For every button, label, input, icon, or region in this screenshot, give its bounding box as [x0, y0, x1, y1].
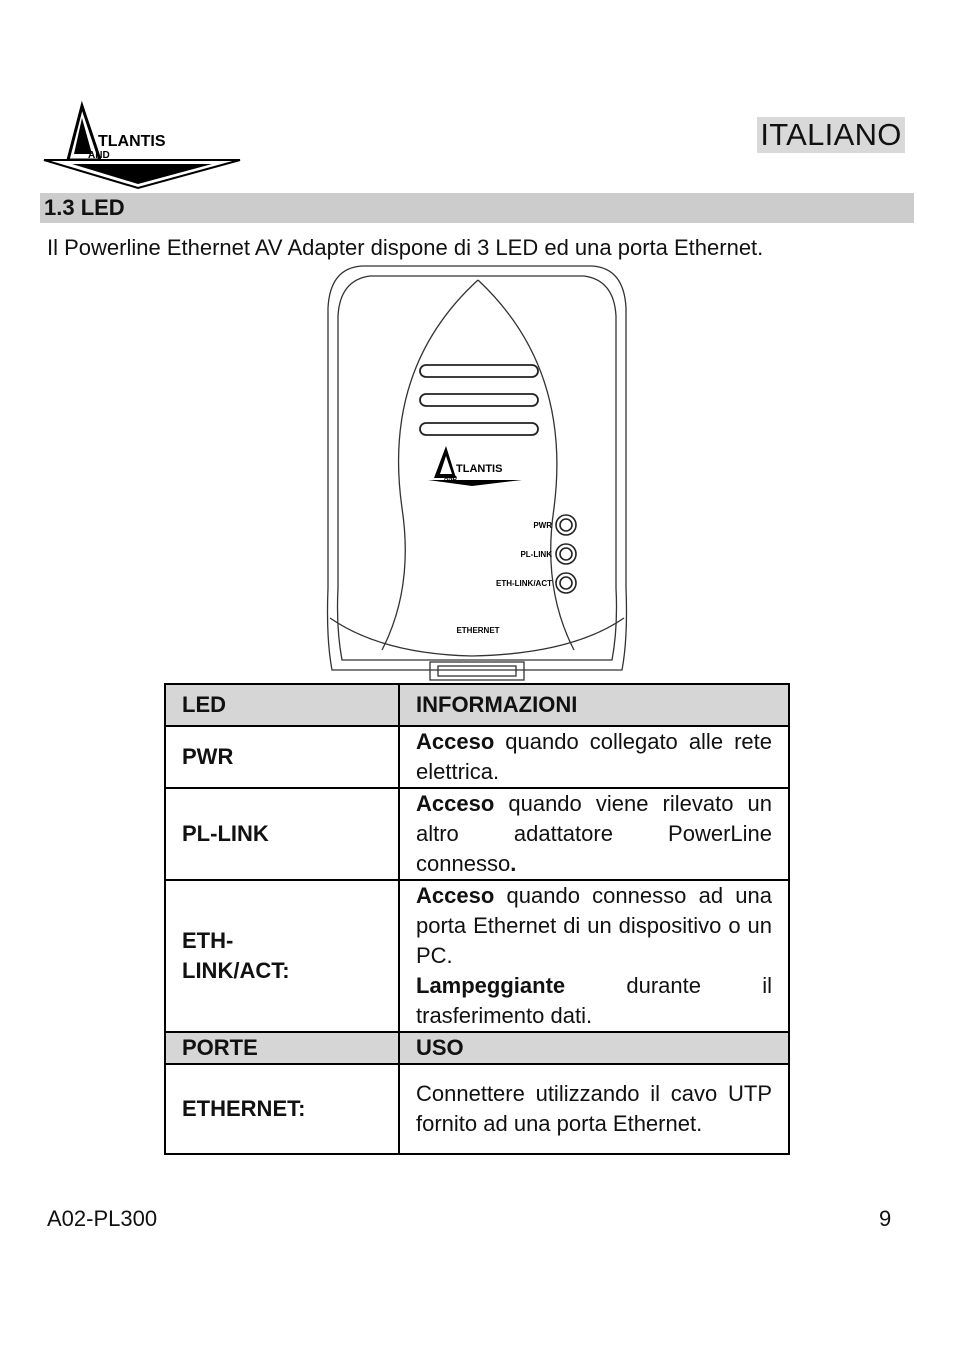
led-name-cell: PL-LINK — [165, 788, 399, 880]
device-port-label: ETHERNET — [456, 626, 500, 635]
led-info-table — [164, 683, 790, 1155]
table-row — [165, 880, 789, 1032]
table-row — [165, 1064, 789, 1154]
header-cell-porte: PORTE — [165, 1032, 399, 1064]
logo-text-bottom: AND — [88, 150, 110, 161]
led-description-cell — [399, 726, 789, 788]
page-number: 9 — [879, 1206, 892, 1231]
table-row — [165, 726, 789, 788]
led-description-cell — [399, 880, 789, 1032]
status-bold: Acceso — [416, 883, 495, 908]
header-cell-led: LED — [165, 684, 399, 726]
device-brand-top: TLANTIS — [456, 463, 503, 475]
description-text: quando connesso ad una porta Ethernet di un dispositivo o un PC. — [416, 883, 772, 968]
table-row — [165, 788, 789, 880]
led-name-line-2: LINK/ACT: — [182, 958, 290, 983]
table-header-row — [165, 684, 789, 726]
intro-paragraph: Il Powerline Ethernet AV Adapter dispone di 3 LED ed una porta Ethernet. — [47, 235, 764, 260]
status-bold-2: Lampeggiante — [416, 973, 566, 998]
description-text: quando viene rilevato un altro adattatore PowerLine connesso — [416, 791, 772, 876]
led-indicator-icons — [556, 515, 576, 593]
description-text-2: durante il trasferimento dati. — [416, 973, 772, 1028]
led-name-line-1: ETH- — [182, 928, 234, 953]
led-name-cell: PWR — [165, 726, 399, 788]
language-label: ITALIANO — [757, 117, 905, 153]
port-usage-cell: Connettere utilizzando il cavo UTP fornito ad una porta Ethernet. — [399, 1064, 789, 1154]
header-cell-info: INFORMAZIONI — [399, 684, 789, 726]
section-title: 1.3 LED — [44, 195, 125, 220]
led-name-cell — [165, 880, 399, 1032]
description-text: quando collegato alle rete elettrica. — [416, 729, 772, 784]
atlantis-land-logo — [42, 100, 242, 192]
logo-text-top: TLANTIS — [98, 133, 166, 150]
device-led-label-eth-link: ETH-LINK/ACT — [496, 579, 552, 588]
section-heading-bar — [40, 193, 914, 223]
device-led-label-pwr: PWR — [533, 521, 552, 530]
status-bold: Acceso — [416, 791, 495, 816]
port-name-cell: ETHERNET: — [165, 1064, 399, 1154]
device-led-label-pl-link: PL-LINK — [520, 550, 552, 559]
status-bold: Acceso — [416, 729, 495, 754]
device-brand-bottom: AND — [444, 476, 457, 482]
powerline-adapter-illustration — [322, 258, 632, 684]
description-tail: . — [510, 851, 517, 876]
table-subheader-row — [165, 1032, 789, 1064]
model-number: A02-PL300 — [47, 1206, 158, 1231]
header-cell-uso: USO — [399, 1032, 789, 1064]
led-description-cell — [399, 788, 789, 880]
